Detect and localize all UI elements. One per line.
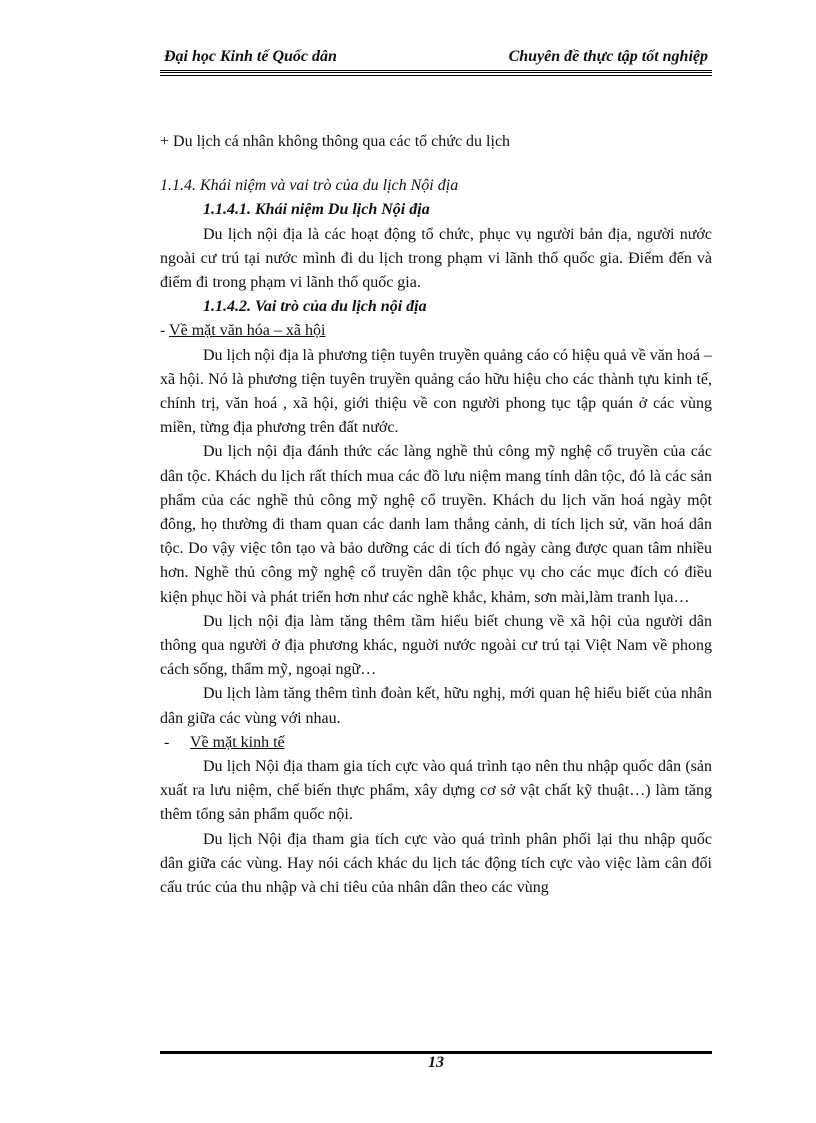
document-body: [160, 130, 712, 900]
header-university: Đại học Kinh tế Quốc dân: [164, 48, 337, 65]
paragraph-culture-2: Du lịch nội địa đánh thức các làng nghề thủ công mỹ nghệ cổ truyền của các dân tộc. Khách du lịch rất thích mua các đồ lưu niệm mang tính dân tộc, đó là các sản phẩm của các nghề thủ công mỹ nghệ cổ truyền. Khách du lịch văn hoá ngày một đông, họ thường đi tham quan các danh lam thắng cảnh, di tích lịch sử, văn hoá dân tộc. Do vậy việc tôn tạo và bảo dưỡng các di tích đó ngày càng được quan tâm nhiều hơn. Nghề thủ công mỹ nghệ cổ truyền dân tộc phục vụ cho các mục đích có điều kiện phục hồi và phát triển hơn như các nghề khắc, khảm, sơn mài,làm tranh lụa…: [160, 443, 712, 606]
paragraph-culture-1: Du lịch nội địa là phương tiện tuyên truyền quảng cáo có hiệu quả về văn hoá – xã hội. Nó là phương tiện tuyên truyền quảng cáo hữu hiệu cho các thành tựu kinh tế, chính trị, văn hoá , xã hội, giới thiệu về con người phong tục tập quán ở các vùng miền, từng địa phương trên đất nước.: [160, 346, 712, 437]
paragraph-culture-3: Du lịch nội địa làm tăng thêm tầm hiểu biết chung về xã hội của người dân thông qua người ở địa phương khác, nguời nước ngoài cư trú tại Việt Nam về phong cách sống, thẩm mỹ, ngoại ngữ…: [160, 612, 712, 679]
subsection-heading-role: 1.1.4.2. Vai trò của du lịch nội địa: [203, 298, 427, 316]
section-heading: 1.1.4. Khái niệm và vai trò của du lịch Nội địa: [160, 177, 459, 195]
paragraph-concept: Du lịch nội địa là các hoạt động tổ chức, phục vụ người bản địa, người nước ngoài cư trú tại nước mình đi du lịch trong phạm vi lãnh thổ quốc gia. Điểm đến và điểm đi trong phạm vi lãnh thổ quốc gia.: [160, 225, 712, 292]
header-report-title: Chuyên đề thực tập tốt nghiệp: [508, 48, 708, 65]
page-header: [160, 48, 712, 70]
economy-heading: [160, 731, 712, 755]
intro-line: + Du lịch cá nhân không thông qua các tổ chức du lịch: [160, 133, 511, 150]
paragraph-culture-4: Du lịch làm tăng thêm tình đoàn kết, hữu nghị, mới quan hệ hiểu biết của nhân dân giữa các vùng với nhau.: [160, 685, 712, 727]
economy-label: Về mặt kinh tế: [190, 733, 285, 751]
culture-label: Về mặt văn hóa – xã hội: [169, 322, 326, 340]
paragraph-economy-2: Du lịch Nội địa tham gia tích cực vào quá trình phân phối lại thu nhập quốc dân giữa các vùng. Hay nói cách khác du lịch tác động tích cực vào việc làm cân đối cấu trúc của thu nhập và chi tiêu của nhân dân theo các vùng: [160, 830, 712, 897]
subsection-heading-concept: 1.1.4.1. Khái niệm Du lịch Nội địa: [203, 201, 430, 219]
page-number: 13: [428, 1054, 444, 1071]
culture-heading: [160, 319, 712, 343]
economy-dash: -: [164, 733, 170, 751]
culture-dash: -: [160, 322, 170, 340]
header-rule: [160, 70, 712, 73]
paragraph-economy-1: Du lịch Nội địa tham gia tích cực vào quá trình tạo nên thu nhập quốc dân (sản xuất ra lưu niệm, chế biến thực phẩm, xây dựng cơ sở vật chất kỹ thuật…) làm tăng thêm tổng sản phẩm quốc nội.: [160, 758, 712, 824]
